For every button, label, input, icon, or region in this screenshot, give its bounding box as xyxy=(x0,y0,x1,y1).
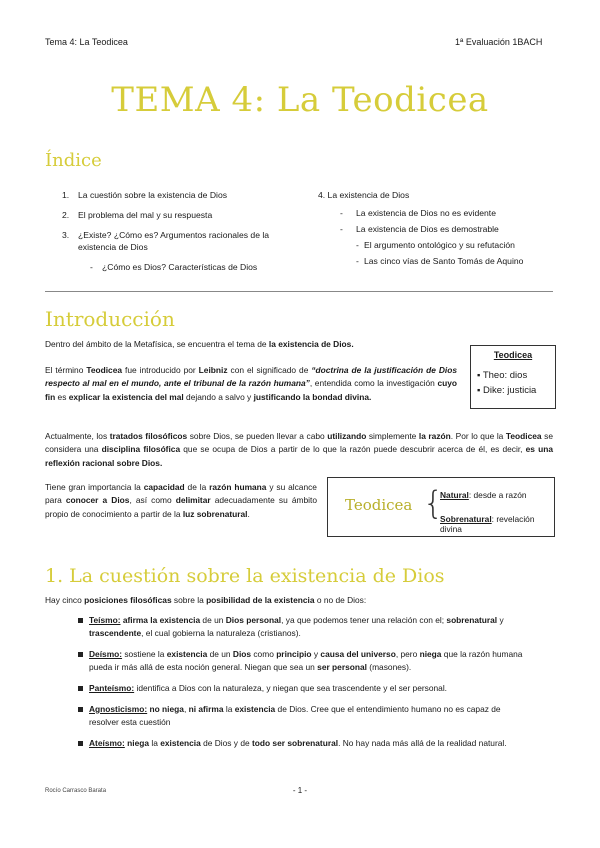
position-term: Agnosticismo: xyxy=(89,704,148,714)
teodicea-types-box xyxy=(327,477,555,537)
teodicea-sobrenatural: Sobrenatural: revelación divina xyxy=(440,514,535,534)
positions-list xyxy=(76,614,532,758)
divider xyxy=(45,291,553,292)
intro-paragraph-1: Dentro del ámbito de la Metafísica, se encuentra el tema de la existencia de Dios. xyxy=(45,339,354,349)
toc-item-4[interactable]: 4. La existencia de Dios xyxy=(318,190,410,200)
position-term: Teísmo: xyxy=(89,615,121,625)
position-term: Ateísmo: xyxy=(89,738,125,748)
section1-heading: 1. La cuestión sobre la existencia de Dios xyxy=(45,565,445,587)
footer-author: Rocío Carrasco Barata xyxy=(45,788,107,794)
toc-left xyxy=(62,189,292,273)
toc-item-3[interactable]: 3. ¿Existe? ¿Cómo es? Argumentos racionales de la existencia de Dios xyxy=(62,230,270,252)
toc-item-2[interactable]: 2. El problema del mal y su respuesta xyxy=(62,210,213,220)
etymology-list xyxy=(477,368,555,398)
intro-paragraph-2: El término Teodicea fue introducido por Leibniz con el significado de “doctrina de la justificación de Dios respecto al mal en el mundo, ante el tribunal de la razón humana”, entendida como la investigación cuyo fin es explicar la existencia del mal dejando a salvo y justificando la bondad divina. xyxy=(45,365,458,402)
intro-heading: Introducción xyxy=(45,307,175,331)
section1-intro: Hay cinco posiciones filosóficas sobre la posibilidad de la existencia o no de Dios: xyxy=(45,595,367,605)
etymology-item: ▪ Dike: justicia xyxy=(477,385,537,396)
brace-icon: { xyxy=(423,484,444,522)
position-item: Teísmo: afirma la existencia de un Dios personal, ya que podemos tener una relación con el; sobrenatural y trascendente, el cual gobierna la naturaleza (cristianos). xyxy=(76,614,532,640)
position-term: Deísmo: xyxy=(89,649,123,659)
position-item: Deísmo: sostiene la existencia de un Dios como principio y causa del universo, pero niega que la razón humana pueda ir más allá de esta noción general. Niegan que sea un ser personal (masones). xyxy=(76,648,532,674)
position-item: Panteísmo: identifica a Dios con la naturaleza, y niegan que sea trascendente y el ser personal. xyxy=(76,682,532,695)
toc-subitem-3[interactable]: - ¿Cómo es Dios? Características de Dios xyxy=(90,262,258,272)
page-number: - 1 - xyxy=(292,786,308,795)
etymology-item: ▪ Theo: dios xyxy=(477,370,528,381)
indice-heading: Índice xyxy=(45,150,102,171)
toc-subitem-4a[interactable]: - La existencia de Dios no es evidente xyxy=(340,208,496,218)
position-item: Ateísmo: niega la existencia de Dios y de todo ser sobrenatural. No hay nada más allá de la realidad natural. xyxy=(76,737,532,750)
header-left: Tema 4: La Teodicea xyxy=(45,37,128,47)
toc-subitem-4d[interactable]: - Las cinco vías de Santo Tomás de Aquino xyxy=(356,256,524,266)
position-term: Panteísmo: xyxy=(89,683,135,693)
header-right: 1ª Evaluación 1BACH xyxy=(455,37,543,47)
toc-subitem-4b[interactable]: - La existencia de Dios es demostrable xyxy=(340,224,499,234)
intro-paragraph-4: Tiene gran importancia la capacidad de la razón humana y su alcance para conocer a Dios, así como delimitar adecuadamente su ámbito propio de conocimiento a partir de la luz sobrenatural. xyxy=(45,482,317,519)
toc-right xyxy=(318,189,578,267)
teodicea-word: Teodicea xyxy=(345,496,413,514)
toc-item-1[interactable]: 1. La cuestión sobre la existencia de Dios xyxy=(62,190,228,200)
etymology-title: Teodicea xyxy=(493,350,533,360)
teodicea-natural: Natural: desde a razón xyxy=(440,490,527,500)
position-item: Agnosticismo: no niega, ni afirma la existencia de Dios. Cree que el entendimiento humano no es capaz de resolver esta cuestión xyxy=(76,703,532,729)
intro-paragraph-3: Actualmente, los tratados filosóficos sobre Dios, se pueden llevar a cabo utilizando simplemente la razón. Por lo que la Teodicea se considera una disciplina filosófica que se ocupa de Dios a partir de lo que la razón puede descubrir acerca de él, es decir, es una reflexión racional sobre Dios. xyxy=(45,431,553,468)
page-title: TEMA 4: La Teodicea xyxy=(111,80,489,120)
teodicea-etymology-box xyxy=(470,345,556,409)
toc-subitem-4c[interactable]: - El argumento ontológico y su refutación xyxy=(356,240,515,250)
